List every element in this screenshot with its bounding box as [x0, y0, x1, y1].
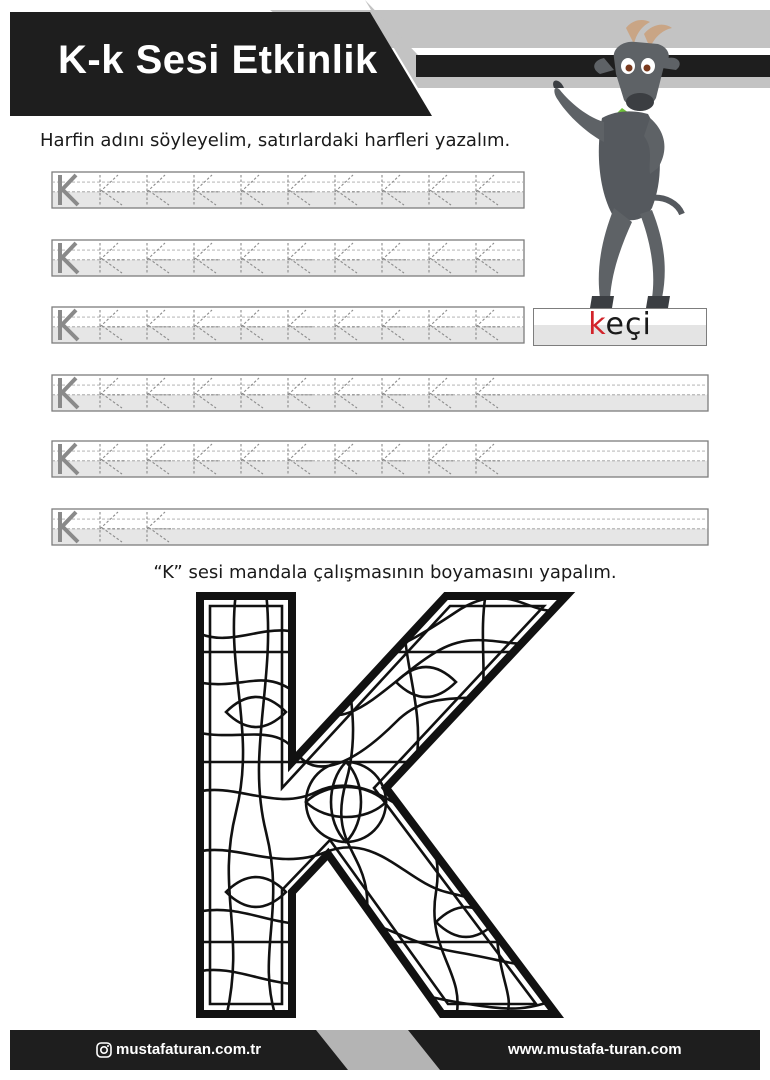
tracing-row [52, 172, 524, 208]
tracing-row [52, 240, 524, 276]
footer-instagram[interactable] [96, 1041, 261, 1058]
goat-illustration [540, 18, 700, 310]
tracing-row [52, 307, 524, 343]
word-rest: eçi [605, 307, 652, 342]
word-keci [534, 307, 706, 342]
word-box [533, 308, 707, 346]
tracing-row [52, 509, 708, 545]
instagram-icon [96, 1042, 112, 1058]
tracing-row [52, 375, 708, 411]
mandala-instruction: “K” sesi mandala çalışmasının boyamasını yapalım. [153, 562, 617, 583]
word-highlight-letter: k [588, 307, 606, 342]
footer-website[interactable]: www.mustafa-turan.com [508, 1041, 682, 1058]
page-title: K-k Sesi Etkinlik [58, 38, 378, 82]
mandala-letter-k [196, 592, 576, 1018]
tracing-row [52, 441, 708, 477]
instruction-text: Harfin adını söyleyelim, satırlardaki harfleri yazalım. [40, 130, 511, 151]
instagram-handle: mustafaturan.com.tr [116, 1041, 262, 1058]
